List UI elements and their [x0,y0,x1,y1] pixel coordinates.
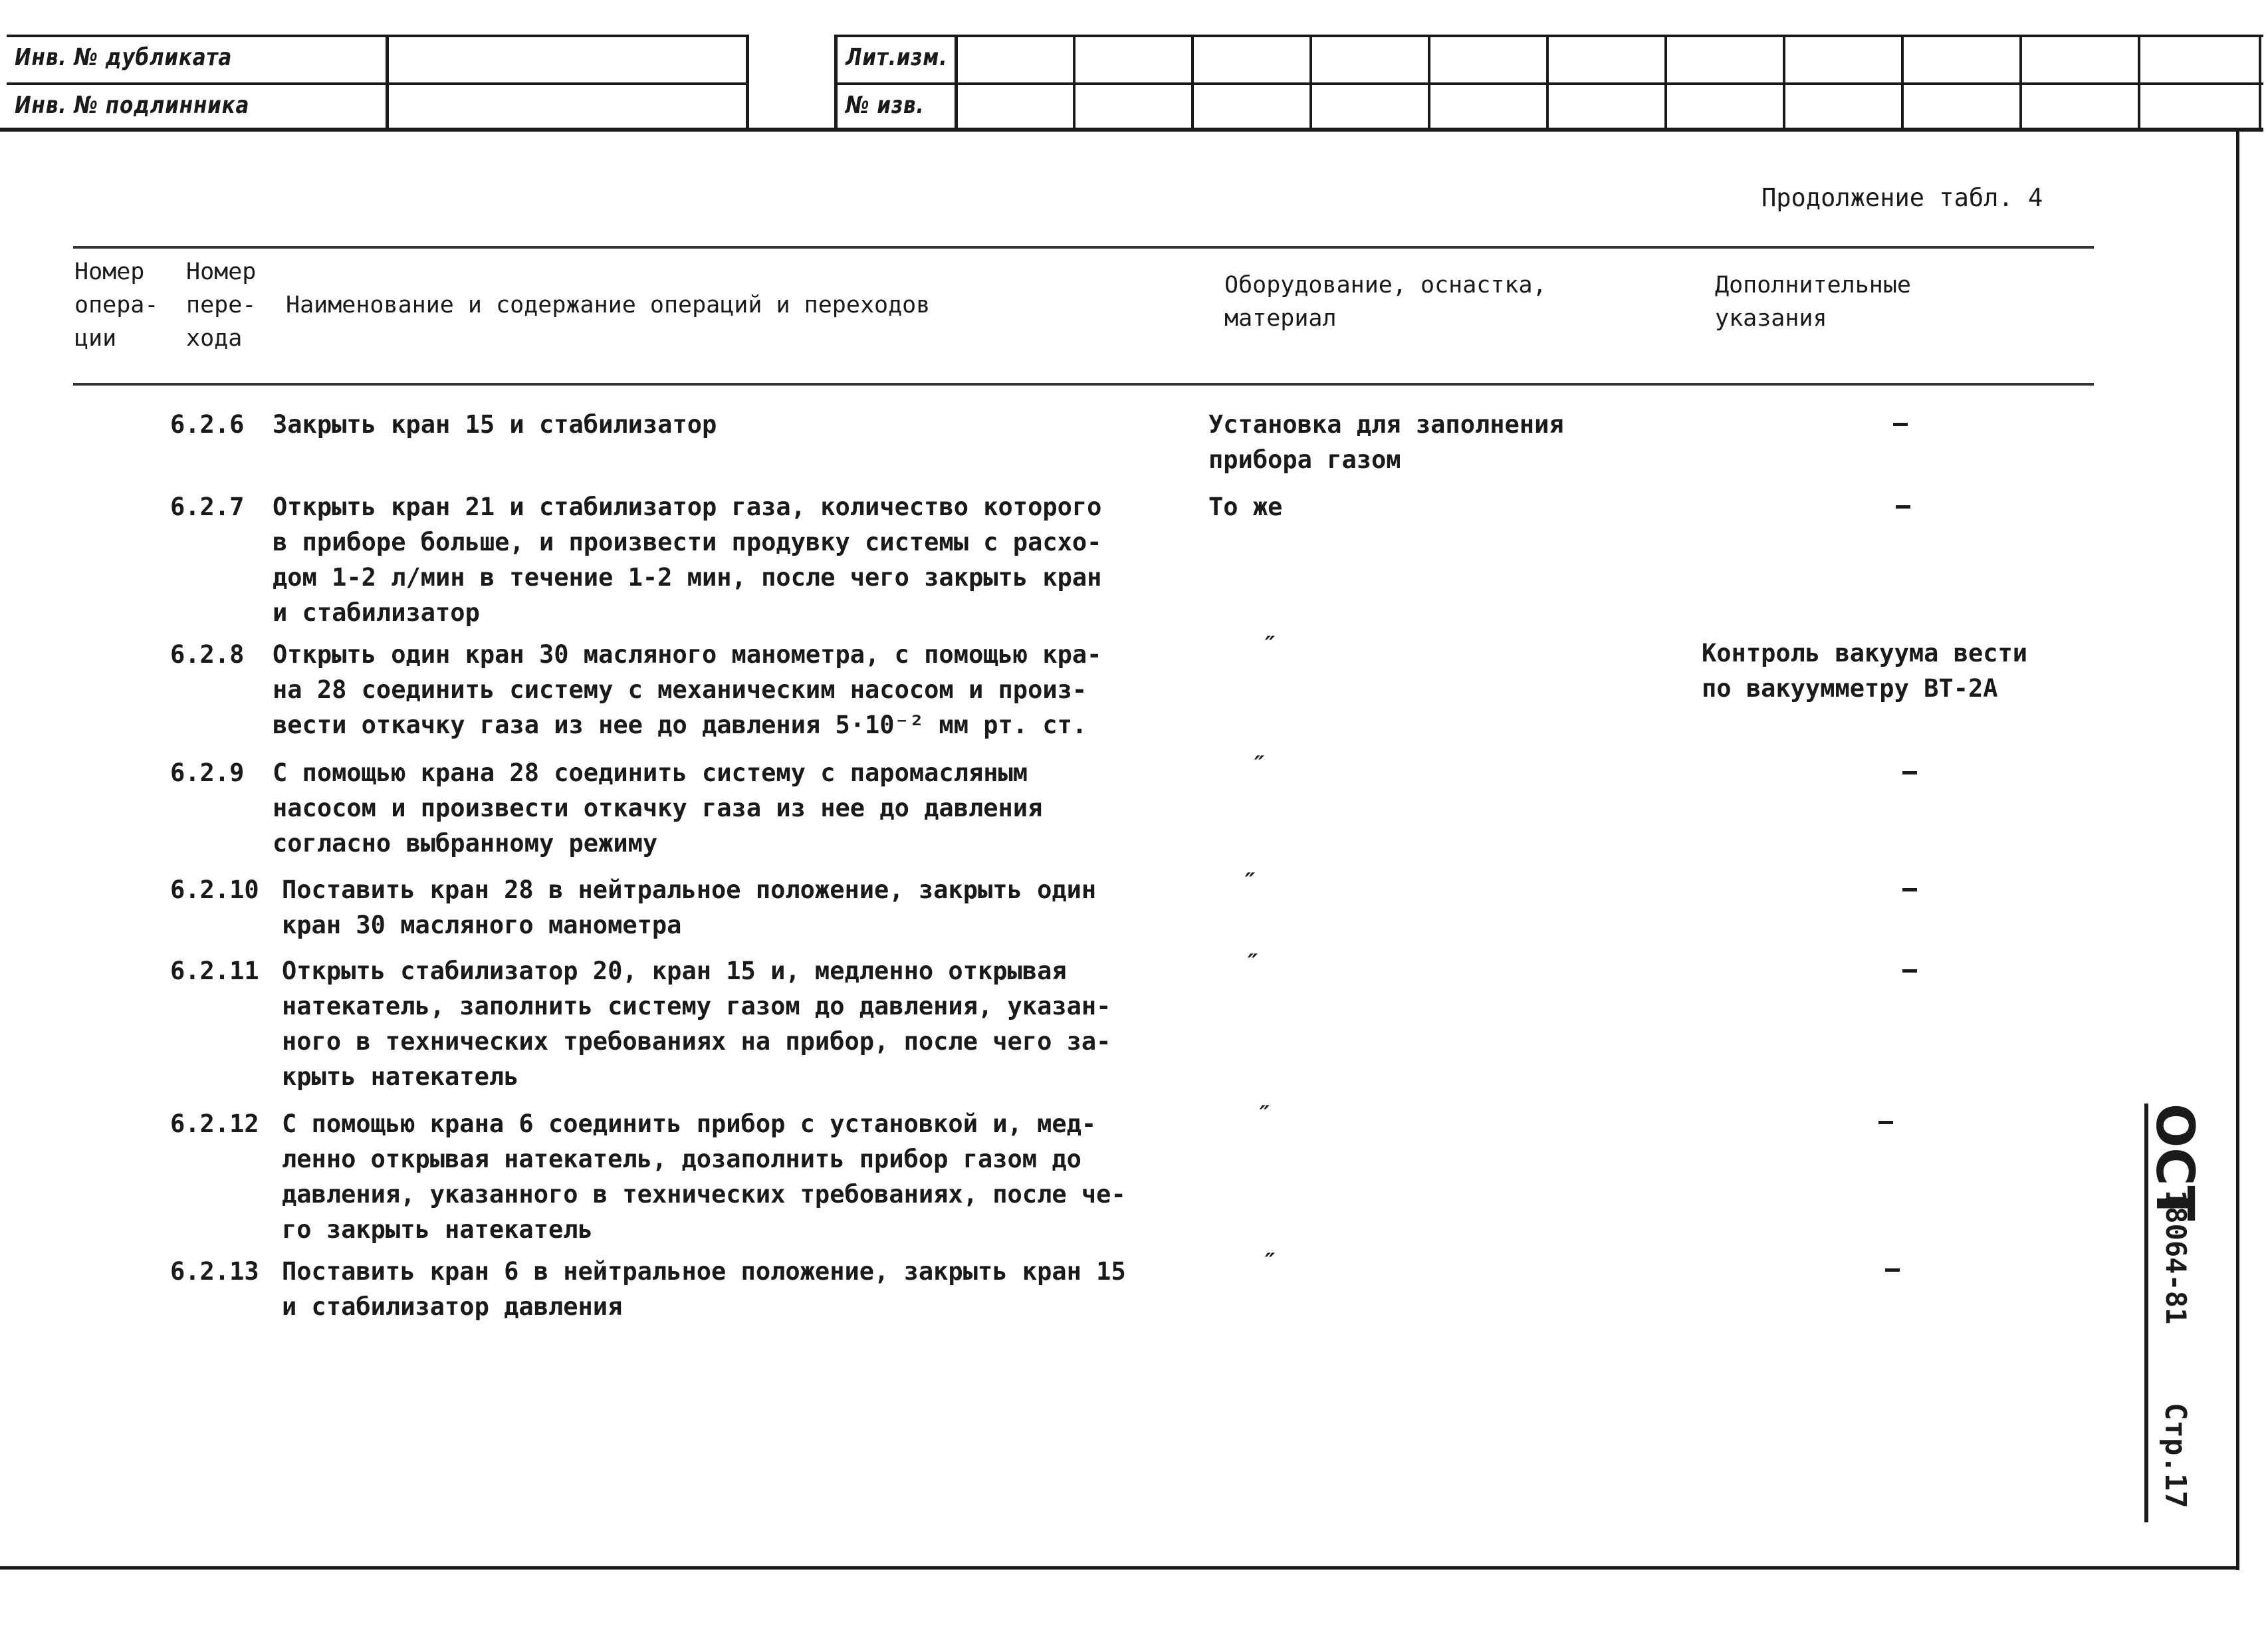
header-col-step: Номер пере- хода [186,259,257,352]
step-number: 6.2.12 [170,1110,259,1138]
step-number: 6.2.6 [170,410,245,439]
side-stamp-ost: ОСТ [2144,1104,2204,1221]
ditto-mark: ″ [1255,1101,1269,1127]
frame-bottom-border [0,1566,2239,1570]
step-text: Открыть кран 21 и стабилизатор газа, количество которого в приборе больше, и произвести продувку системы с расхо- дом 1-2 л/мин в течение 1-2 мин, после чего закрыть кран и стабилизатор [273,493,1102,627]
step-text: Открыть стабилизатор 20, кран 15 и, медленно открывая натекатель, заполнить систему газом до давления, указан- ного в технических требованиях на прибор, после чего за- крыть натекатель [282,957,1111,1091]
step-number: 6.2.13 [170,1257,259,1286]
no-note-dash [1878,1121,1893,1124]
side-stamp-page: Стр.17 [2158,1403,2192,1508]
header-bottom-rule [73,383,2094,386]
step-text: Открыть один кран 30 масляного манометра, с помощью кра- на 28 соединить систему с механическим насосом и произ- вести откачку газа из нее до давления 5·10⁻² мм рт. ст. [273,640,1102,739]
continuation-caption: Продолжение табл. 4 [1761,183,2043,212]
step-number: 6.2.9 [170,759,245,787]
no-note-dash [1902,969,1917,973]
inv-duplicate-label: Инв. № дубликата [15,44,233,71]
step-number: 6.2.11 [170,957,259,985]
step-text: С помощью крана 28 соединить систему с паромасляным насосом и произвести откачку газа из нее до давления согласно выбранному режиму [273,759,1043,858]
step-text: Закрыть кран 15 и стабилизатор [273,410,717,439]
ditto-mark: ″ [1240,868,1254,895]
no-note-dash [1885,1268,1900,1272]
ditto-mark: ″ [1260,1248,1274,1275]
step-text: Поставить кран 6 в нейтральное положение, закрыть кран 15 и стабилизатор давления [282,1257,1126,1321]
inv-original-label: Инв. № подлинника [15,92,250,119]
step-number: 6.2.8 [170,640,245,669]
side-stamp-number: 18064-81 [2160,1190,2192,1325]
step-number: 6.2.10 [170,876,259,904]
lit-izm-label: Лит.изм. [846,44,948,71]
header-col-operation: Номер опера- ции [74,259,159,352]
ditto-mark: ″ [1250,751,1264,778]
step-text: С помощью крана 6 соединить прибор с установкой и, мед- ленно открывая натекатель, дозаполнить прибор газом до давления, указанного в технических требованиях, после че- го закрыть натекатель [282,1110,1126,1244]
no-note-dash [1902,771,1917,774]
header-top-rule [73,246,2094,249]
frame-right-border [2236,130,2239,1570]
ditto-mark: ″ [1260,632,1274,658]
step-note: Контроль вакуума вести по вакуумметру ВТ-2А [1702,639,2028,703]
step-equipment: Установка для заполнения прибора газом [1208,410,1564,474]
header-col-equipment: Оборудование, оснастка, материал [1224,272,1547,332]
header-col-notes: Дополнительные указания [1715,272,1912,332]
step-equipment: То же [1208,493,1283,521]
izv-label: № изв. [846,92,925,119]
step-number: 6.2.7 [170,493,245,521]
ditto-mark: ″ [1243,949,1257,976]
no-note-dash [1902,888,1917,891]
no-note-dash [1896,505,1910,509]
no-note-dash [1893,423,1908,426]
step-text: Поставить кран 28 в нейтральное положение, закрыть один кран 30 масляного манометра [282,876,1097,939]
header-col-name: Наименование и содержание операций и переходов [286,292,931,318]
